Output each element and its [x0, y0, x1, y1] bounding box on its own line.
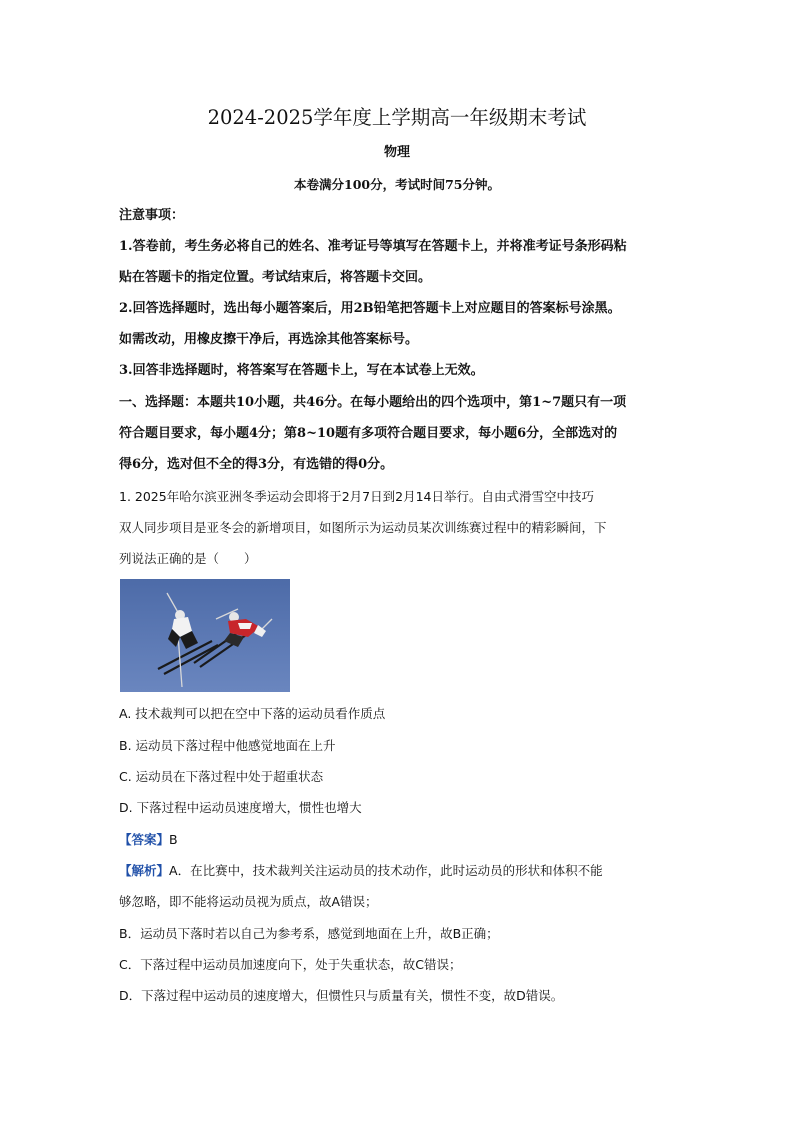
answer-value: B — [169, 832, 178, 847]
exam-info: 本卷满分100分，考试时间75分钟。 — [294, 177, 500, 192]
analysis-text: B．运动员下落时若以自己为参考系，感觉到地面在上升，故B正确； — [119, 926, 499, 941]
section-instructions: 符合题目要求，每小题4分；第8~10题有多项符合题目要求，每小题6分，全部选对的 — [119, 426, 618, 441]
exam-subject: 物理 — [383, 145, 410, 160]
skiers-photo — [120, 579, 290, 692]
analysis-text: 够忽略，即不能将运动员视为质点，故A错误； — [119, 894, 378, 909]
answer-line — [119, 830, 679, 850]
answer-label: 【答案】 — [119, 832, 170, 847]
analysis-text: D．下落过程中运动员的速度增大，但惯性只与质量有关，惯性不变，故D错误。 — [119, 988, 564, 1003]
option-c: C. 运动员在下落过程中处于超重状态 — [119, 769, 324, 784]
exam-title: 2024-2025学年度上学期高一年级期末考试 — [207, 106, 587, 129]
option-a: A. 技术裁判可以把在空中下落的运动员看作质点 — [119, 706, 386, 721]
section-instructions: 得6分，选对但不全的得3分，有选错的得0分。 — [119, 457, 394, 472]
option-d: D. 下落过程中运动员速度增大，惯性也增大 — [119, 800, 362, 815]
notice-item: 贴在答题卡的指定位置。考试结束后，将答题卡交回。 — [119, 270, 432, 285]
analysis-label: 【解析】 — [119, 863, 170, 878]
analysis-text: A．在比赛中，技术裁判关注运动员的技术动作，此时运动员的形状和体积不能 — [169, 863, 603, 878]
notice-item: 3.回答非选择题时，将答案写在答题卡上，写在本试卷上无效。 — [119, 363, 484, 378]
notice-item: 1.答卷前，考生务必将自己的姓名、准考证号等填写在答题卡上，并将准考证号条形码粘 — [119, 239, 627, 254]
option-b: B. 运动员下落过程中他感觉地面在上升 — [119, 738, 336, 753]
section-instructions: 一、选择题：本题共10小题，共46分。在每小题给出的四个选项中，第1~7题只有一项 — [119, 395, 627, 410]
notice-item: 2.回答选择题时，选出每小题答案后，用2B铅笔把答题卡上对应题目的答案标号涂黑。 — [119, 301, 621, 316]
question-stem: 双人同步项目是亚冬会的新增项目，如图所示为运动员某次训练赛过程中的精彩瞬间，下 — [119, 520, 607, 535]
notice-item: 如需改动，用橡皮擦干净后，再选涂其他答案标号。 — [119, 332, 419, 347]
notice-heading: 注意事项： — [119, 208, 185, 223]
analysis-text: C．下落过程中运动员加速度向下，处于失重状态，故C错误； — [119, 957, 462, 972]
analysis-line — [119, 861, 679, 881]
question-stem: 列说法正确的是（ ） — [119, 551, 257, 566]
question-stem: 1. 2025年哈尔滨亚洲冬季运动会即将于2月7日到2月14日举行。自由式滑雪空中技巧 — [119, 489, 594, 504]
